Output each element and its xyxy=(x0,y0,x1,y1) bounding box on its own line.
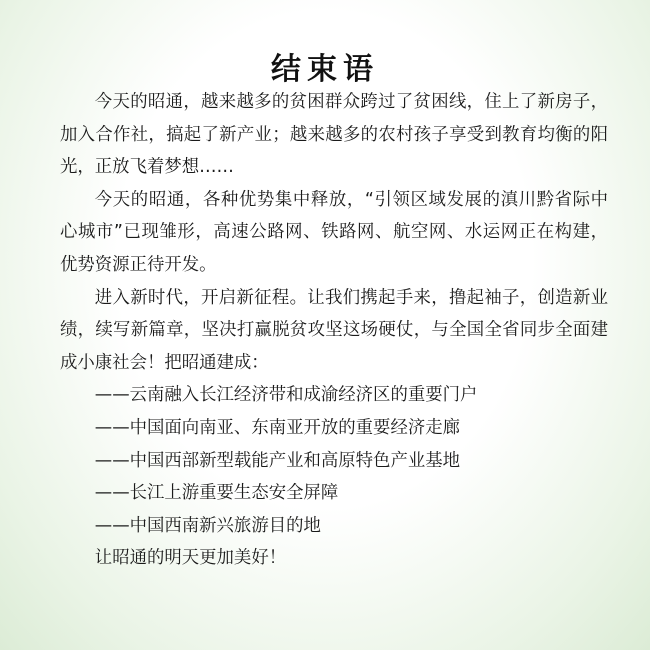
paragraph-advantages: 今天的昭通，各种优势集中释放，“引领区域发展的滇川黔省际中心城市”已现雏形，高速公路网、铁路网、航空网、水运网正在构建，优势资源正待开发。 xyxy=(60,189,608,275)
goal-item: ——长江上游重要生态安全屏障 xyxy=(94,483,339,504)
goals-list xyxy=(60,379,608,542)
paragraph-poverty: 今天的昭通，越来越多的贫困群众跨过了贫困线，住上了新房子，加入合作社，搞起了新产业；越来越多的农村孩子享受到教育均衡的阳光，正放飞着梦想…… xyxy=(60,92,608,178)
paragraph-new-era: 进入新时代，开启新征程。让我们携起手来，撸起袖子，创造新业绩，续写新篇章，坚决打赢脱贫攻坚这场硬仗，与全国全省同步全面建成小康社会！把昭通建成： xyxy=(60,287,608,373)
body-text xyxy=(60,86,608,575)
closing-line: 让昭通的明天更加美好！ xyxy=(94,548,287,569)
page-title: 结束语 xyxy=(271,52,379,88)
goal-item: ——中国西南新兴旅游目的地 xyxy=(94,515,321,536)
goal-item: ——云南融入长江经济带和成渝经济区的重要门户 xyxy=(94,385,478,406)
goal-item: ——中国西部新型载能产业和高原特色产业基地 xyxy=(94,450,461,471)
goal-item: ——中国面向南亚、东南亚开放的重要经济走廊 xyxy=(94,417,461,438)
